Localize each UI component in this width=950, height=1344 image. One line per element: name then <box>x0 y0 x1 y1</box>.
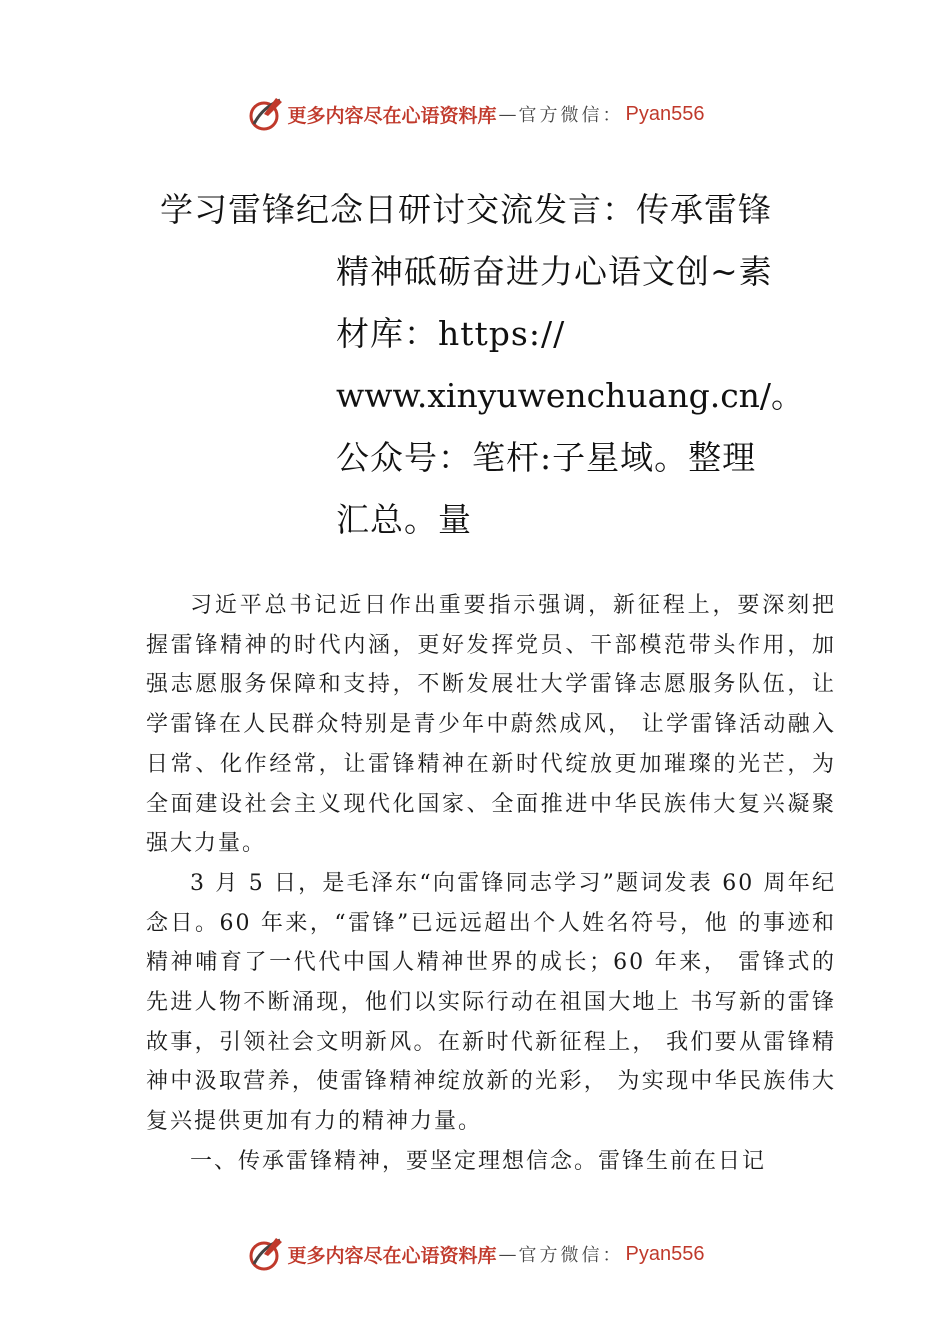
header-site-text: 更多内容尽在心语资料库 <box>287 104 497 127</box>
header-banner-content <box>246 94 705 134</box>
footer-dash: — <box>498 1243 517 1265</box>
header-banner <box>0 92 950 136</box>
header-dash: — <box>498 103 517 125</box>
header-wechat-label: 官方微信： <box>518 105 624 126</box>
title-line-1: 学习雷锋纪念日研讨交流发言：传承雷锋 <box>160 190 772 229</box>
title-line-2: 精神砥砺奋进力心语文创~素 <box>336 252 773 291</box>
footer-banner <box>0 1232 950 1276</box>
footer-wechat-label: 官方微信： <box>518 1245 624 1266</box>
footer-banner-content <box>246 1234 705 1274</box>
title-line-4: www.xinyuwenchuang.cn/。 <box>336 376 805 415</box>
title-line-3: 材库：https:// <box>336 314 566 353</box>
paragraph-2: 3 月 5 日，是毛泽东“向雷锋同志学习”题词发表 60 周年纪念日。60 年来，“雷锋”已远远超出个人姓名符号，他 的事迹和精神哺育了一代代中国人精神世界的成长；60 年来， 雷锋式的先进人物不断涌现，他们以实际行动在祖国大地上 书写新的雷锋故事，引领社会文明新风。在新时代新征程上， 我们要从雷锋精神中汲取营养，使雷锋精神绽放新的光彩， 为实现中华民族伟大复兴提供更加有力的精神力量。 <box>146 870 836 1135</box>
footer-site-text: 更多内容尽在心语资料库 <box>287 1244 497 1267</box>
header-wechat-id: Pyan556 <box>625 102 705 125</box>
brush-logo-icon <box>246 1234 286 1274</box>
paragraph-1: 习近平总书记近日作出重要指示强调，新征程上，要深刻把握雷锋精神的时代内涵，更好发挥党员、干部模范带头作用，加强志愿服务保障和支持，不断发展壮大学雷锋志愿服务队伍，让学雷锋在人民群众特别是青少年中蔚然成风， 让学雷锋活动融入日常、化作经常，让雷锋精神在新时代绽放更加璀璨的光芒，为全面建设社会主义现代化国家、全面推进中华民族伟大复兴凝聚强大力量。 <box>146 593 836 857</box>
paragraph-3: 一、传承雷锋精神，要坚定理想信念。雷锋生前在日记 <box>190 1148 767 1174</box>
brush-logo-icon <box>246 94 286 134</box>
title-line-5: 公众号：笔杆:子星域。整理 <box>336 438 757 477</box>
document-body <box>146 586 836 1182</box>
title-line-6: 汇总。量 <box>336 500 472 539</box>
footer-wechat-id: Pyan556 <box>625 1242 705 1265</box>
